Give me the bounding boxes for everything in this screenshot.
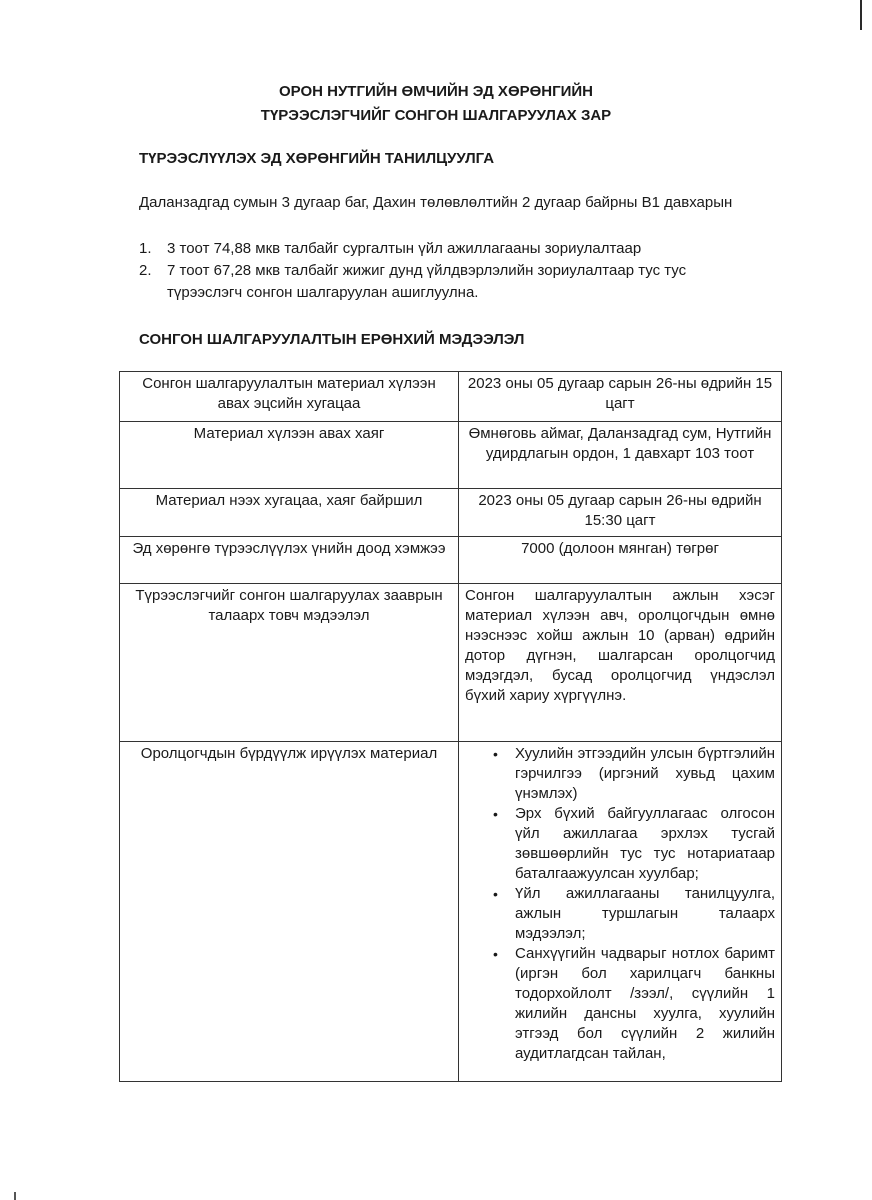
scan-bottom-mark	[14, 1192, 16, 1200]
intro-paragraph: Даланзадгад сумын 3 дугаар баг, Дахин төлөвлөлтийн 2 дугаар байрны В1 давхарын	[139, 194, 733, 211]
list-item: • Эрх бүхий байгууллагаас олгосон үйл ажиллагаа эрхлэх тусгай зөвшөөрлийн тус тус нотариатаар баталгаажуулсан хуулбар;	[515, 804, 775, 884]
table-row	[120, 537, 782, 584]
property-list	[139, 238, 751, 304]
table-value-cell: 2023 оны 05 дугаар сарын 26-ны өдрийн 15 цагт	[459, 372, 782, 422]
materials-list	[465, 744, 775, 1064]
list-item-text: 3 тоот 74,88 мкв талбайг сургалтын үйл ажиллагааны зориулалтаар	[167, 240, 642, 257]
table-row	[120, 584, 782, 742]
table-label-cell: Материал хүлээн авах хаяг	[120, 422, 459, 489]
table-label-cell: Түрээслэгчийг сонгон шалгаруулах зааврын талаарх товч мэдээлэл	[120, 584, 459, 742]
info-table	[119, 371, 782, 1082]
section-heading-general-info: СОНГОН ШАЛГАРУУЛАЛТЫН ЕРӨНХИЙ МЭДЭЭЛЭЛ	[139, 331, 525, 348]
table-value-cell: 2023 оны 05 дугаар сарын 26-ны өдрийн 15:30 цагт	[459, 489, 782, 537]
table-row	[120, 422, 782, 489]
list-item-text: 7 тоот 67,28 мкв талбайг жижиг дунд үйлдвэрлэлийн зориулалтаар тус тус түрээслэгч сонгон шалгаруулан ашиглуулна.	[167, 262, 687, 301]
list-item-number: 2.	[139, 262, 152, 279]
table-row	[120, 372, 782, 422]
table-label-cell: Оролцогчдын бүрдүүлж ирүүлэх материал	[120, 742, 459, 1082]
list-item	[139, 238, 751, 260]
table-row	[120, 742, 782, 1082]
table-row	[120, 489, 782, 537]
list-item-number: 1.	[139, 240, 152, 257]
list-item: • Үйл ажиллагааны танилцуулга, ажлын туршлагын талаарх мэдээлэл;	[515, 884, 775, 944]
table-value-cell: 7000 (долоон мянган) төгрөг	[459, 537, 782, 584]
table-value-cell: Өмнөговь аймаг, Даланзадгад сум, Нутгийн удирдлагын ордон, 1 давхарт 103 тоот	[459, 422, 782, 489]
document-title	[0, 80, 872, 128]
list-item	[139, 260, 751, 304]
table-label-cell: Эд хөрөнгө түрээслүүлэх үнийн доод хэмжээ	[120, 537, 459, 584]
title-line-2: ТҮРЭЭСЛЭГЧИЙГ СОНГОН ШАЛГАРУУЛАХ ЗАР	[260, 107, 612, 124]
scan-edge-mark	[860, 0, 862, 30]
table-value-cell	[459, 742, 782, 1082]
list-item: • Хуулийн этгээдийн улсын бүртгэлийн гэрчилгээ (иргэний хувьд цахим үнэмлэх)	[515, 744, 775, 804]
table-label-cell: Сонгон шалгаруулалтын материал хүлээн авах эцсийн хугацаа	[120, 372, 459, 422]
list-item: • Санхүүгийн чадварыг нотлох баримт (иргэн бол харилцагч банкны тодорхойлолт /зээл/, сүүлийн 1 жилийн дансны хуулга, хуулийн этгээд бол сүүлийн 2 жилийн аудитлагдсан тайлан,	[515, 944, 775, 1064]
table-value-cell: Сонгон шалгаруулалтын ажлын хэсэг материал хүлээн авч, оролцогчдын өмнө нээснээс хойш ажлын 10 (арван) өдрийн дотор дүгнэн, шалгарсан оролцогчид мэдэгдэл, бусад оролцогчид үндэслэл бүхий хариу хүргүүлнэ.	[459, 584, 782, 742]
section-heading-property: ТҮРЭЭСЛҮҮЛЭХ ЭД ХӨРӨНГИЙН ТАНИЛЦУУЛГА	[139, 150, 495, 167]
title-line-1: ОРОН НУТГИЙН ӨМЧИЙН ЭД ХӨРӨНГИЙН	[278, 83, 594, 100]
table-label-cell: Материал нээх хугацаа, хаяг байршил	[120, 489, 459, 537]
